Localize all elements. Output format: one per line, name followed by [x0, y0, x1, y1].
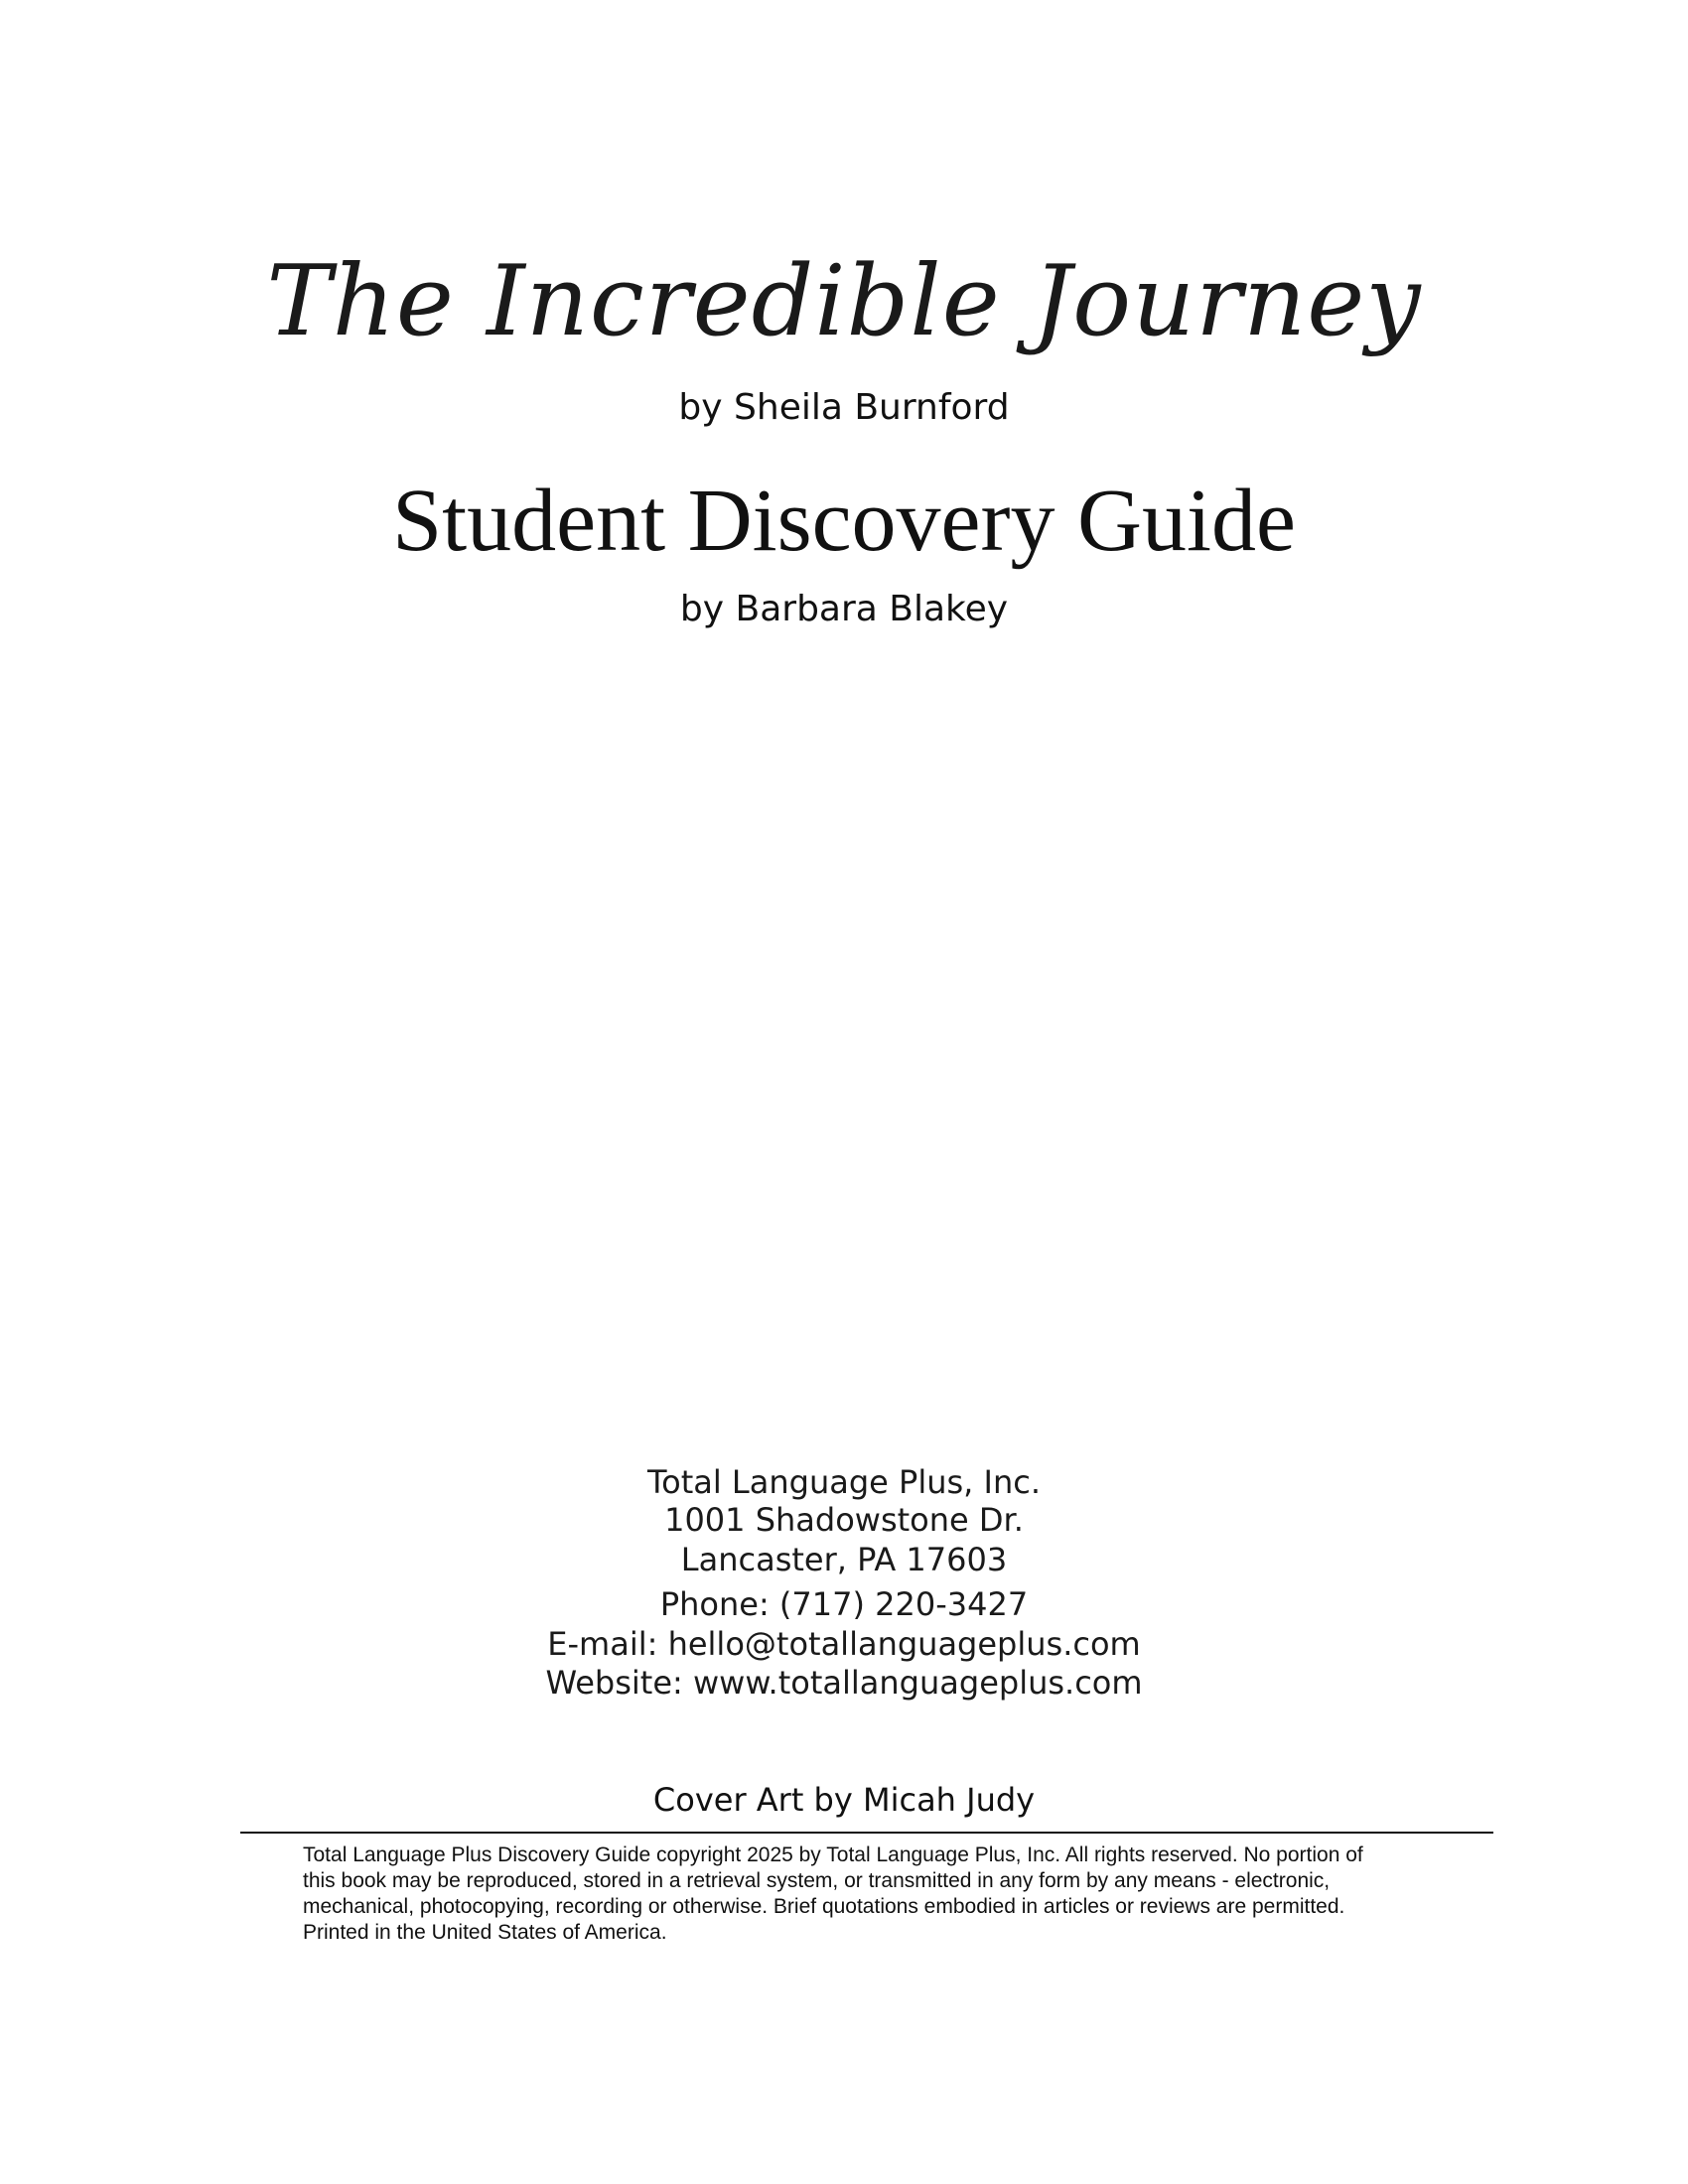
book-author: by Sheila Burnford [678, 387, 1010, 428]
publisher-address-line2: Lancaster, PA 17603 [680, 1541, 1008, 1578]
copyright-notice [303, 1843, 1494, 1946]
book-title: The Incredible Journey [266, 245, 1422, 358]
cover-art-credit: Cover Art by Micah Judy [652, 1781, 1036, 1819]
publisher-address-line1: 1001 Shadowstone Dr. [664, 1501, 1024, 1539]
guide-author: by Barbara Blakey [679, 589, 1009, 629]
publisher-email: E-mail: hello@totallanguageplus.com [547, 1625, 1141, 1663]
guide-title: Student Discovery Guide [392, 472, 1296, 570]
publisher-phone: Phone: (717) 220-3427 [659, 1585, 1029, 1623]
divider-rule [240, 1832, 1493, 1834]
publisher-name: Total Language Plus, Inc. [647, 1463, 1041, 1501]
publisher-website: Website: www.totallanguageplus.com [545, 1664, 1143, 1702]
copyright-line: Printed in the United States of America. [303, 1921, 667, 1944]
copyright-line: Total Language Plus Discovery Guide copyright 2025 by Total Language Plus, Inc. All rights reserved. No portion of [303, 1843, 1363, 1866]
copyright-line: this book may be reproduced, stored in a retrieval system, or transmitted in any form by any means - electronic, [303, 1869, 1331, 1892]
copyright-line: mechanical, photocopying, recording or otherwise. Brief quotations embodied in articles or reviews are permitted. [303, 1895, 1345, 1918]
